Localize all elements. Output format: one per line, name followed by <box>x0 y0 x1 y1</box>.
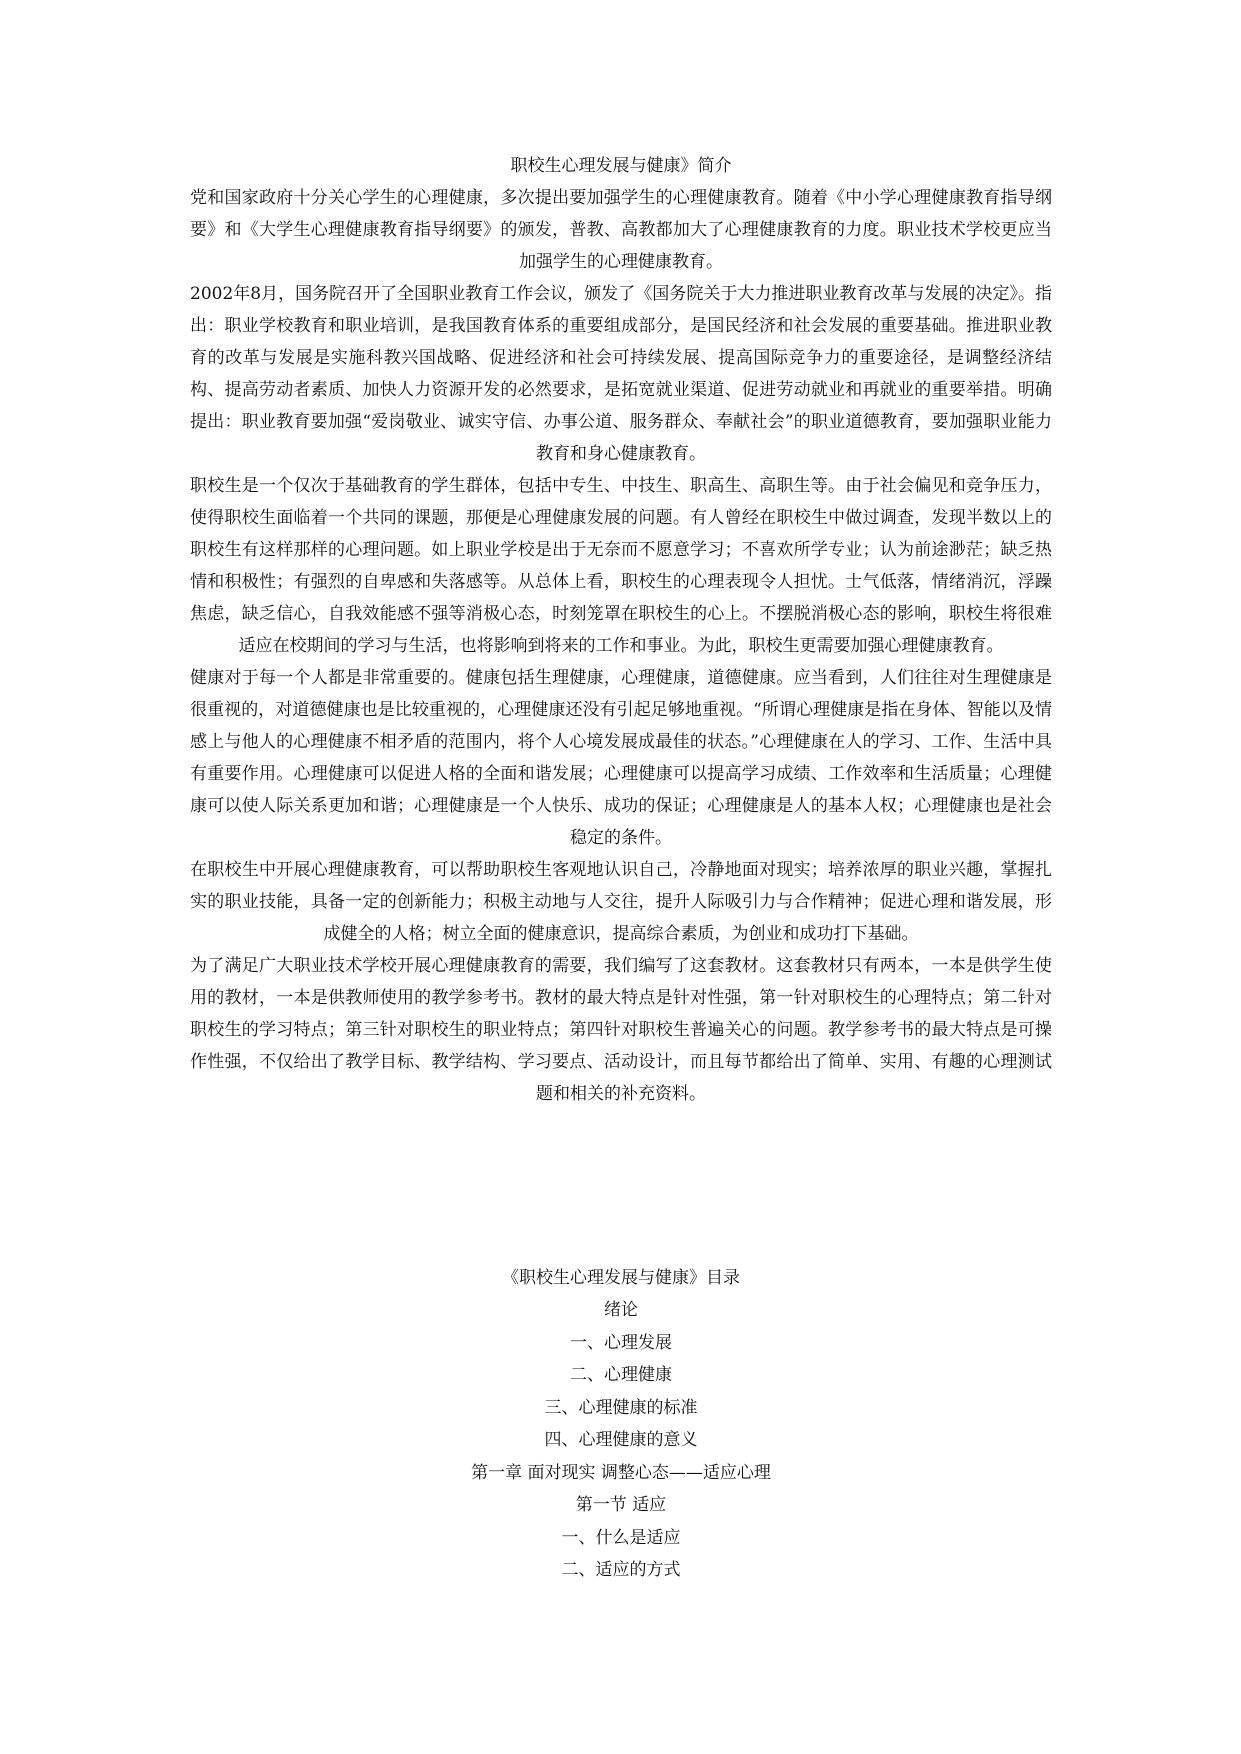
intro-paragraph-3: 职校生是一个仅次于基础教育的学生群体，包括中专生、中技生、职高生、高职生等。由于社会偏见和竞争压力，使得职校生面临着一个共同的课题，那便是心理健康发展的问题。有人曾经在职校生中做过调查，发现半数以上的职校生有这样那样的心理问题。如上职业学校是出于无奈而不愿意学习；不喜欢所学专业；认为前途渺茫；缺乏热情和积极性；有强烈的自卑感和失落感等。从总体上看，职校生的心理表现令人担忧。士气低落，情绪消沉，浮躁焦虑，缺乏信心，自我效能感不强等消极心态，时刻笼罩在职校生的心上。不摆脱消极心态的影响，职校生将很难适应在校期间的学习与生活，也将影响到将来的工作和事业。为此，职校生更需要加强心理健康教育。 <box>190 476 1052 656</box>
intro-paragraph-1: 党和国家政府十分关心学生的心理健康，多次提出要加强学生的心理健康教育。随着《中小学心理健康教育指导纲要》和《大学生心理健康教育指导纲要》的颁发，普教、高教都加大了心理健康教育的力度。职业技术学校更应当加强学生的心理健康教育。 <box>190 188 1052 272</box>
toc-item-mental-health: 二、心理健康 <box>570 1365 672 1385</box>
toc-item-chapter-1: 第一章 面对现实 调整心态——适应心理 <box>471 1462 771 1483</box>
intro-paragraph-2: 2002年8月，国务院召开了全国职业教育工作会议，颁发了《国务院关于大力推进职业教育改革与发展的决定》。指出：职业学校教育和职业培训，是我国教育体系的重要组成部分，是国民经济和社会发展的重要基础。推进职业教育的改革与发展是实施科教兴国战略、促进经济和社会可持续发展、提高国际竞争力的重要途径，是调整经济结构、提高劳动者素质、加快人力资源开发的必然要求，是拓宽就业渠道、促进劳动就业和再就业的重要举措。明确提出：职业教育要加强“爱岗敬业、诚实守信、办事公道、服务群众、奉献社会”的职业道德教育，要加强职业能力教育和身心健康教育。 <box>190 284 1052 464</box>
toc-item-introduction: 绪论 <box>604 1300 638 1320</box>
table-of-contents <box>190 1262 1052 1587</box>
intro-paragraph-4: 健康对于每一个人都是非常重要的。健康包括生理健康，心理健康，道德健康。应当看到，人们往往对生理健康是很重视的，对道德健康也是比较重视的，心理健康还没有引起足够地重视。“所谓心理健康是指在身体、智能以及情感上与他人的心理健康不相矛盾的范围内，将个人心境发展成最佳的状态。”心理健康在人的学习、工作、生活中具有重要作用。心理健康可以促进人格的全面和谐发展；心理健康可以提高学习成绩、工作效率和生活质量；心理健康可以使人际关系更加和谐；心理健康是一个人快乐、成功的保证；心理健康是人的基本人权；心理健康也是社会稳定的条件。 <box>190 668 1052 848</box>
toc-item-mental-health-standards: 三、心理健康的标准 <box>544 1397 698 1418</box>
toc-item-adaptation-methods: 二、适应的方式 <box>561 1560 681 1580</box>
intro-title: 职校生心理发展与健康》简介 <box>510 156 732 176</box>
toc-item-mental-health-significance: 四、心理健康的意义 <box>544 1430 698 1450</box>
intro-paragraph-5: 在职校生中开展心理健康教育，可以帮助职校生客观地认识自己，冷静地面对现实；培养浓厚的职业兴趣，掌握扎实的职业技能，具备一定的创新能力；积极主动地与人交往，提升人际吸引力与合作精神；促进心理和谐发展，形成健全的人格；树立全面的健康意识，提高综合素质，为创业和成功打下基础。 <box>190 860 1052 944</box>
toc-item-section-1: 第一节 适应 <box>575 1495 667 1515</box>
toc-list <box>190 1294 1052 1587</box>
intro-section <box>190 150 1052 1110</box>
toc-item-psychological-development: 一、心理发展 <box>570 1332 672 1353</box>
intro-paragraph-6: 为了满足广大职业技术学校开展心理健康教育的需要，我们编写了这套教材。这套教材只有两本，一本是供学生使用的教材，一本是供教师使用的教学参考书。教材的最大特点是针对性强，第一针对职校生的心理特点；第二针对职校生的学习特点；第三针对职校生的职业特点；第四针对职校生普遍关心的问题。教学参考书的最大特点是可操作性强，不仅给出了教学目标、教学结构、学习要点、活动设计，而且每节都给出了简单、实用、有趣的心理测试题和相关的补充资料。 <box>190 956 1052 1104</box>
toc-title: 《职校生心理发展与健康》目录 <box>502 1268 740 1288</box>
toc-item-what-is-adaptation: 一、什么是适应 <box>561 1527 681 1548</box>
